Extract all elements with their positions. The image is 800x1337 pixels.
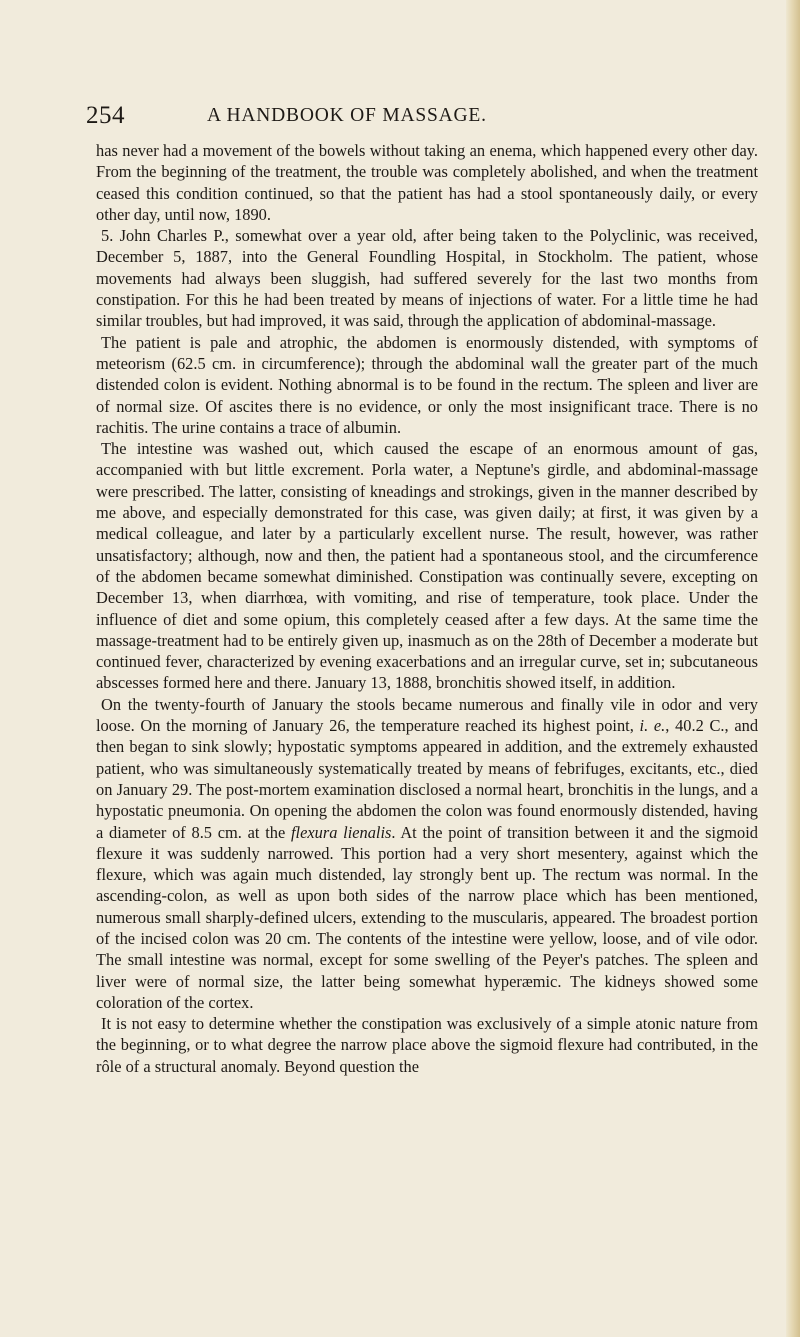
- running-title: A HANDBOOK OF MASSAGE.: [207, 105, 487, 126]
- book-page: [86, 100, 759, 1077]
- page-edge: [786, 0, 800, 1337]
- running-head: [86, 100, 758, 140]
- paragraph-treatment: The intestine was washed out, which caused the escape of an enormous amount of gas, accompanied with but little excrement. Porla water, a Neptune's girdle, and abdominal-massage were prescribed. The latter, consisting of kneadings and strokings, given in the manner described by me above, and especially demonstrated for this case, was given daily; at first, it was given by a medical colleague, and later by a particularly excellent nurse. The result, however, was rather unsatisfactory; although, now and then, the patient had a spontaneous stool, and the circumference of the abdomen became somewhat diminished. Constipation was continually severe, excepting on December 13, when diarrhœa, with vomiting, and rise of temperature, took place. Under the influence of diet and some opium, this completely ceased after a few days. At the same time the massage-treatment had to be entirely given up, inasmuch as on the 28th of December a moderate but continued fever, characterized by evening exacerbations and an irregular curve, set in; subcutaneous abscesses formed here and there. January 13, 1888, bronchitis showed itself, in addition.: [96, 439, 758, 693]
- paragraph-examination: The patient is pale and atrophic, the abdomen is enormously distended, with symptoms of meteorism (62.5 cm. in circumference); through the abdominal wall the greater part of the much distended colon is evident. Nothing abnormal is to be found in the rectum. The spleen and liver are of normal size. Of ascites there is no evidence, or only the most insignificant trace. There is no rachitis. The urine contains a trace of albumin.: [96, 332, 758, 437]
- paragraph-case-5: 5. John Charles P., somewhat over a year old, after being taken to the Polyclinic, was received, December 5, 1887, into the General Foundling Hospital, in Stockholm. The patient, whose movements had always been sluggish, had suffered severely for the last two months from constipation. For this he had been treated by means of injections of water. For a little time he had similar troubles, but had improved, it was said, through the application of abdominal-massage.: [96, 226, 758, 331]
- paragraph-outcome: [96, 694, 758, 1013]
- page-number: 254: [86, 102, 125, 129]
- italic-ie: i. e.: [639, 716, 666, 736]
- paragraph-outcome-part-2: , 40.2 C., and then began to sink slowly; hypostatic symptoms appeared in addition, and the extremely exhausted patient, who was simultaneously systematically treated by means of febrifuges, excitants, etc., died on January 29. The post-mortem examination disclosed a normal heart, bronchitis in the lungs, and a hypostatic pneumonia. On opening the abdomen the colon was found enormously distended, having a diameter of 8.5 cm. at the: [96, 716, 759, 842]
- paragraph-outcome-part-3: . At the point of transition between it and the sigmoid flexure it was suddenly narrowed. This portion had a very short mesentery, against which the flexure, which was again much distended, lay strongly bent up. The rectum was normal. In the ascending-colon, as well as upon both sides of the narrow place which has been mentioned, numerous small sharply-defined ulcers, extending to the muscularis, appeared. The broadest portion of the incised colon was 20 cm. The contents of the intestine were yellow, loose, and of vile odor. The small intestine was normal, except for some swelling of the Peyer's patches. The spleen and liver were of normal size, the latter being somewhat hyperæmic. The kidneys showed some coloration of the cortex.: [96, 822, 758, 1012]
- paragraph-discussion: It is not easy to determine whether the constipation was exclusively of a simple atonic nature from the beginning, or to what degree the narrow place above the sigmoid flexure had contributed, in the rôle of a structural anomaly. Beyond question the: [96, 1014, 758, 1076]
- body-text: [96, 140, 758, 1077]
- paragraph-continued: has never had a movement of the bowels without taking an enema, which happened every other day. From the beginning of the treatment, the trouble was completely abolished, and when the treatment ceased this condition continued, so that the patient has had a stool spontaneously daily, or every other day, until now, 1890.: [96, 141, 758, 224]
- italic-flexura-lienalis: flexura lienalis: [290, 822, 392, 842]
- paragraph-outcome-part-1: On the twenty-fourth of January the stools became numerous and finally vile in odor and very loose. On the morning of January 26, the temperature reached its highest point,: [96, 694, 758, 736]
